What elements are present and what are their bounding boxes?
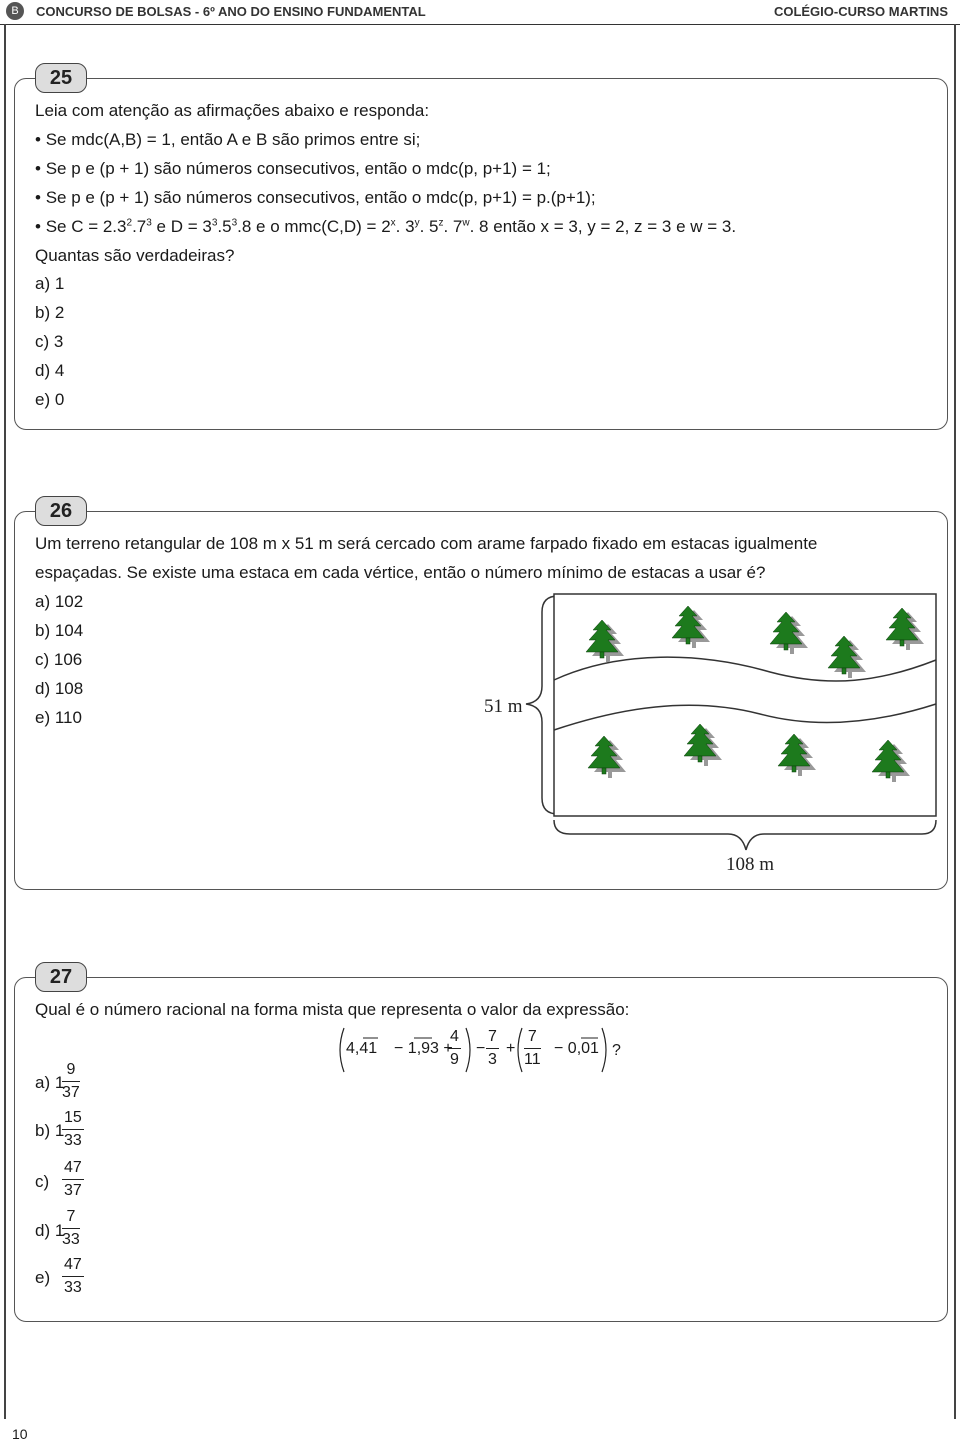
q27-intro: Qual é o número racional na forma mista que representa o valor da expressão: — [35, 1000, 630, 1019]
q25-option-e: e) 0 — [35, 390, 65, 409]
q25-bullet-4: • Se $C = 2.3^2.7^3$ e $D = 3^3.5^3.8$ e o $mmc(C,D) = 2^x$. 3$^y$. 5$^z$. 7$^w$. 8 então x = 3, y = 2, z = 3 e w = 3. — [35, 217, 737, 236]
q25-bullet-2: • Se p e (p + 1) são números consecutivos, então o mdc(p, p+1) = 1; — [35, 159, 551, 178]
q26-text-line-2: espaçadas. Se existe uma estaca em cada vértice, então o número mínimo de estacas a usar é? — [35, 563, 766, 582]
page-header — [0, 0, 960, 25]
q25-question: Quantas são verdadeiras? — [35, 246, 235, 265]
expr-fraction-2: $\frac{7}{3}$ — [488, 1028, 497, 1068]
question-27-number: 27 — [35, 962, 87, 992]
q26-option-b: b) 104 — [35, 621, 84, 640]
school-logo-icon: B — [6, 2, 24, 20]
q25-option-d: d) 4 — [35, 361, 65, 380]
q26-option-a: a) 102 — [35, 592, 84, 611]
q27-option-a-label: a) 1 — [35, 1073, 65, 1092]
width-label: 108 m — [726, 854, 775, 875]
right-margin-line — [954, 24, 956, 1419]
question-25-number: 25 — [35, 63, 87, 93]
q27-option-e-fraction: $\frac{47}{33}$ — [64, 1256, 82, 1296]
expr-term-2: − 1,93 + — [394, 1040, 453, 1057]
header-school-name: COLÉGIO-CURSO MARTINS — [773, 4, 948, 19]
land-rectangle — [554, 594, 936, 816]
terrain-figure — [470, 590, 940, 886]
expr-term-1: 4,41 — [346, 1040, 378, 1057]
q26-option-d: d) 108 — [35, 679, 84, 698]
height-brace — [526, 596, 558, 814]
expr-fraction-1: $\frac{4}{9}$ — [450, 1028, 459, 1068]
expr-question-mark: ? — [612, 1042, 621, 1059]
q27-option-b-fraction: $\frac{15}{33}$ — [64, 1109, 82, 1149]
q25-option-a: a) 1 — [35, 274, 65, 293]
question-26-number: 26 — [35, 496, 87, 526]
q25-bullet-1: • Se mdc(A,B) = 1, então A e B são primos entre si; — [35, 130, 421, 149]
expr-term-4: + — [506, 1040, 516, 1057]
page-number: 10 — [12, 1426, 28, 1442]
expr-fraction-3: $\frac{7}{11}$ — [524, 1028, 541, 1068]
q26-option-e: e) 110 — [35, 708, 82, 727]
q26-option-c: c) 106 — [35, 650, 83, 669]
q27-option-d-label: d) 1 — [35, 1221, 65, 1240]
expr-term-5: − 0,01 — [554, 1040, 599, 1057]
height-label: 51 m — [484, 696, 523, 717]
q25-intro: Leia com atenção as afirmações abaixo e responda: — [35, 101, 430, 120]
q27-option-c-label: c) — [35, 1172, 50, 1191]
q26-text-line-1: Um terreno retangular de 108 m x 51 m será cercado com arame farpado fixado em estacas igualmente — [35, 534, 818, 553]
q27-option-b-label: b) 1 — [35, 1121, 65, 1140]
q27-option-c-fraction: $\frac{47}{37}$ — [64, 1159, 82, 1199]
q25-bullet-3: • Se p e (p + 1) são números consecutivos, então o mdc(p, p+1) = p.(p+1); — [35, 188, 596, 207]
q25-option-c: c) 3 — [35, 332, 64, 351]
q27-option-d-fraction: $\frac{7}{33}$ — [62, 1208, 80, 1248]
width-brace — [554, 820, 936, 850]
left-margin-line — [4, 24, 6, 1419]
q27-option-e-label: e) — [35, 1268, 51, 1287]
expr-term-3: − — [476, 1040, 486, 1057]
q27-option-a-fraction: $\frac{9}{37}$ — [62, 1061, 80, 1101]
header-exam-title: CONCURSO DE BOLSAS - 6º ANO DO ENSINO FUNDAMENTAL — [36, 4, 426, 19]
q25-option-b: b) 2 — [35, 303, 65, 322]
q27-expression — [336, 1026, 636, 1076]
